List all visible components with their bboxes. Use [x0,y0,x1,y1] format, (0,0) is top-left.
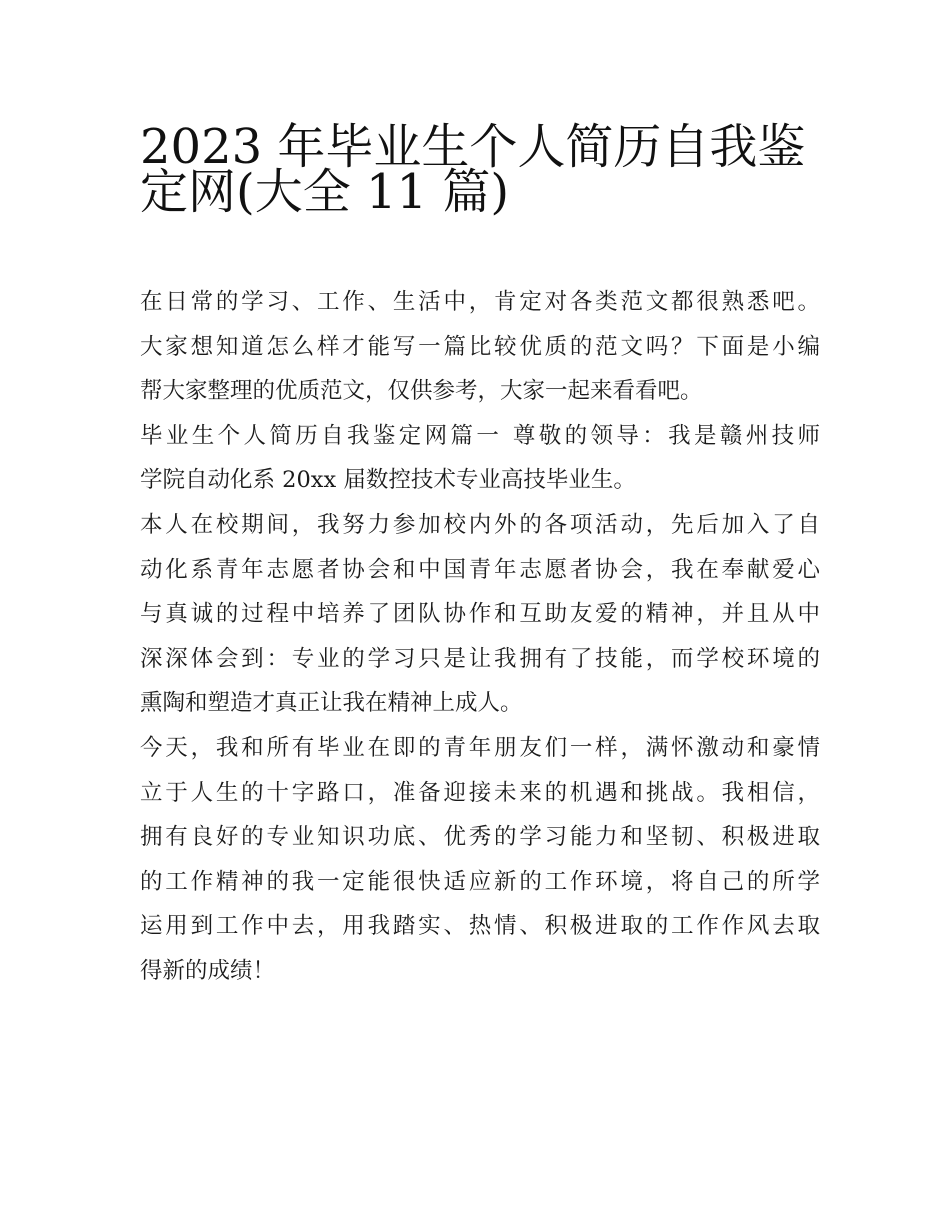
paragraph-line: 得新的成绩！ [140,957,276,984]
paragraph-line: 大家想知道怎么样才能写一篇比较优质的范文吗？下面是小编 [140,333,820,360]
title-line-2: 定网(大全 11 篇) [140,163,510,220]
document-body [140,280,820,994]
paragraph-line: 熏陶和塑造才真正让我在精神上成人。 [140,690,523,717]
paragraph-line: 在日常的学习、工作、生活中，肯定对各类范文都很熟悉吧。 [140,289,820,315]
paragraph-line: 立于人生的十字路口，准备迎接未来的机遇和挑战。我相信， [140,779,820,806]
paragraph-line: 的工作精神的我一定能很快适应新的工作环境，将自己的所学 [140,868,820,895]
paragraph-line: 与真诚的过程中培养了团队协作和互助友爱的精神，并且从中 [140,601,820,628]
paragraph-line: 帮大家整理的优质范文，仅供参考，大家一起来看看吧。 [140,378,703,405]
paragraph-line: 运用到工作中去，用我踏实、热情、积极进取的工作作风去取 [140,913,820,940]
paragraph-line: 本人在校期间，我努力参加校内外的各项活动，先后加入了自 [140,511,820,538]
paragraph-line: 学院自动化系 20xx 届数控技术专业高技毕业生。 [140,467,636,494]
paragraph-future [140,726,820,994]
paragraph-line: 深深体会到：专业的学习只是让我拥有了技能，而学校环境的 [140,645,820,672]
document-title [140,108,820,220]
paragraph-section-heading [140,414,820,503]
paragraph-line: 今天，我和所有毕业在即的青年朋友们一样，满怀激动和豪情 [140,734,820,761]
paragraph-line: 动化系青年志愿者协会和中国青年志愿者协会，我在奉献爱心 [140,556,820,583]
paragraph-intro [140,280,820,414]
paragraph-line: 拥有良好的专业知识功底、优秀的学习能力和坚韧、积极进取 [140,824,820,851]
paragraph-school-life [140,503,820,726]
title-line-1: 2023 年毕业生个人简历自我鉴 [140,119,806,175]
paragraph-line: 毕业生个人简历自我鉴定网篇一 尊敬的领导：我是赣州技师 [140,422,820,449]
